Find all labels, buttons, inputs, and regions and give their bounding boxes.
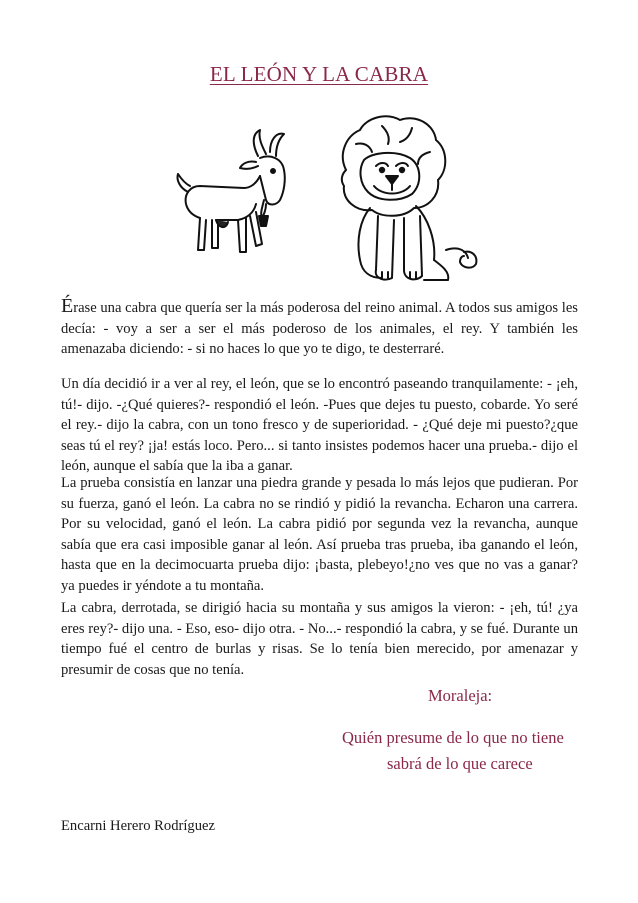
story-illustration xyxy=(160,100,500,290)
story-paragraph-2: Un día decidió ir a ver al rey, el león, que se lo encontró paseando tranquilamente: - ¡eh, tú!- dijo. -¿Qué quieres?- respondió el león. -Pues que dejes tu puesto, cobarde. Yo seré el rey.- dijo la cabra, con un tono fresco y de superioridad. - ¿Qué deje mi puesto?¿que seas tú el rey? ¡ja! estás loco. Pero... si tanto insistes podemos hacer una prueba.- dijo el león, aunque el sabía que la iba a ganar. xyxy=(61,376,578,475)
drop-cap: É xyxy=(61,295,74,317)
author-name: Encarni Herero Rodríguez xyxy=(61,818,215,834)
goat-icon xyxy=(177,130,284,252)
lion-icon xyxy=(342,116,477,280)
moral-line-2: sabrá de lo que carece xyxy=(387,754,533,773)
story-paragraph-4: La cabra, derrotada, se dirigió hacia su montaña y sus amigos la vieron: - ¡eh, tú! ¿ya eres rey?- dijo una. - Eso, eso- dijo otra. - No...- respondió la cabra, y se fué. Durante un tiempo fué el centro de burlas y risas. Se lo tenía bien merecido, por amenazar y presumir de cosas que no tenía. xyxy=(61,600,578,678)
story-paragraph-3: La prueba consistía en lanzar una piedra grande y pesada lo más lejos que pudieran. Por su fuerza, ganó el león. La cabra no se rindió y pidió la revancha. Echaron una carrera. Por su velocidad, ganó el león. La cabra pidió por segunda vez la revancha, aunque sabía que era casi imposible ganar al león. Así prueba tras prueba, iba ganando el león, hasta que en la decimocuarta prueba dijo: ¡basta, plebeyo!¿no ves que no vas a ganar? ya puedes ir yéndote a tu montaña. xyxy=(61,475,578,594)
story-paragraph-1 xyxy=(61,295,578,360)
moral-heading: Moraleja: xyxy=(428,686,493,705)
paragraph-text: rase una cabra que quería ser la más poderosa del reino animal. A todos sus amigos les decía: - voy a ser a ser el más poderoso de los animales, el rey. Y también les amenazaba diciendo: - si no haces lo que yo te digo, te desterraré. xyxy=(61,300,578,358)
moral-line-1: Quién presume de lo que no tiene xyxy=(342,728,564,747)
story-title: EL LEÓN Y LA CABRA xyxy=(209,62,429,86)
